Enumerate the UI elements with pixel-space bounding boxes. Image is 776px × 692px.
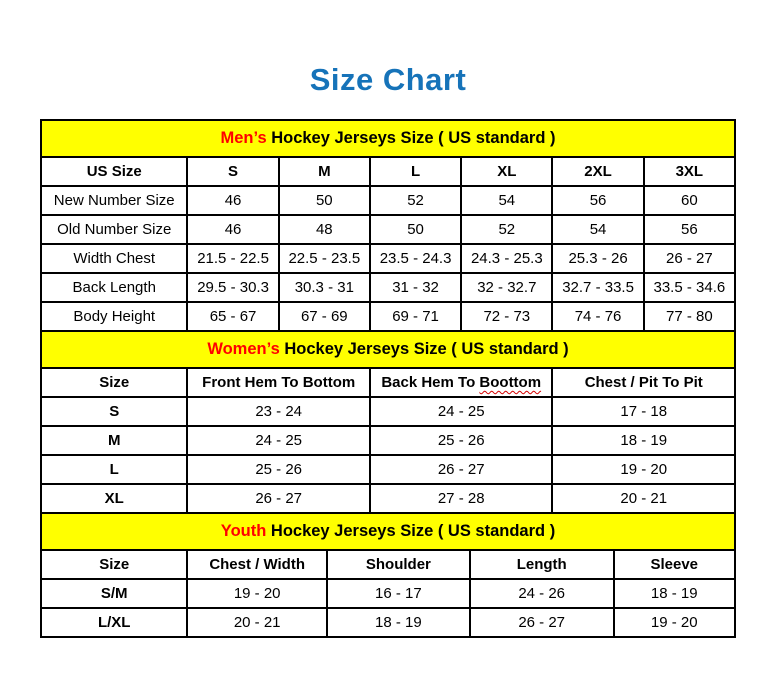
youth-section-band — [41, 513, 735, 550]
size-cell: 18 - 19 — [614, 579, 735, 608]
size-cell: 19 - 20 — [187, 579, 326, 608]
page-title: Size Chart — [309, 62, 467, 97]
size-cell: 46 — [187, 186, 278, 215]
column-header: Size — [41, 368, 187, 397]
size-cell: 25 - 26 — [187, 455, 370, 484]
column-header — [370, 368, 553, 397]
size-cell: 29.5 - 30.3 — [187, 273, 278, 302]
column-header: 3XL — [644, 157, 735, 186]
size-cell: 26 - 27 — [644, 244, 735, 273]
table-row — [41, 273, 735, 302]
size-cell: 54 — [552, 215, 643, 244]
mens-section-title — [41, 120, 735, 157]
womens-size-table — [40, 330, 736, 514]
size-cell: 65 - 67 — [187, 302, 278, 331]
column-header: US Size — [41, 157, 187, 186]
size-cell: 54 — [461, 186, 552, 215]
column-header: Chest / Pit To Pit — [552, 368, 735, 397]
size-cell: 19 - 20 — [614, 608, 735, 637]
size-cell: 20 - 21 — [187, 608, 326, 637]
table-row — [41, 244, 735, 273]
size-cell: 56 — [552, 186, 643, 215]
size-cell: 31 - 32 — [370, 273, 461, 302]
size-cell: 30.3 - 31 — [279, 273, 370, 302]
table-row — [41, 426, 735, 455]
size-cell: 16 - 17 — [327, 579, 470, 608]
column-header: Chest / Width — [187, 550, 326, 579]
womens-section-title-rest: Hockey Jerseys Size ( US standard ) — [279, 340, 569, 358]
youth-column-header-row — [41, 550, 735, 579]
size-cell: 52 — [461, 215, 552, 244]
size-cell: 67 - 69 — [279, 302, 370, 331]
row-label: Old Number Size — [41, 215, 187, 244]
size-chart-tables — [40, 119, 736, 638]
column-header: Size — [41, 550, 187, 579]
mens-section-band — [41, 120, 735, 157]
size-cell: 33.5 - 34.6 — [644, 273, 735, 302]
row-label: Width Chest — [41, 244, 187, 273]
table-row — [41, 302, 735, 331]
size-cell: 50 — [370, 215, 461, 244]
row-label: Body Height — [41, 302, 187, 331]
row-label: XL — [41, 484, 187, 513]
row-label: M — [41, 426, 187, 455]
size-cell: 26 - 27 — [370, 455, 553, 484]
row-label: New Number Size — [41, 186, 187, 215]
size-cell: 56 — [644, 215, 735, 244]
youth-section-title-highlight: Youth — [220, 522, 267, 540]
size-cell: 18 - 19 — [327, 608, 470, 637]
column-header: M — [279, 157, 370, 186]
womens-column-header-row — [41, 368, 735, 397]
column-header: Sleeve — [614, 550, 735, 579]
row-label: L/XL — [41, 608, 187, 637]
table-row — [41, 484, 735, 513]
womens-section-title — [41, 331, 735, 368]
youth-size-table — [40, 512, 736, 638]
mens-column-header-row — [41, 157, 735, 186]
size-cell: 21.5 - 22.5 — [187, 244, 278, 273]
size-cell: 24 - 25 — [370, 397, 553, 426]
size-cell: 77 - 80 — [644, 302, 735, 331]
size-cell: 24 - 25 — [187, 426, 370, 455]
youth-section-title-rest: Hockey Jerseys Size ( US standard ) — [266, 522, 556, 540]
size-cell: 72 - 73 — [461, 302, 552, 331]
size-cell: 25 - 26 — [370, 426, 553, 455]
size-cell: 26 - 27 — [187, 484, 370, 513]
size-cell: 48 — [279, 215, 370, 244]
row-label: Back Length — [41, 273, 187, 302]
column-header: Front Hem To Bottom — [187, 368, 370, 397]
mens-section-title-highlight: Men’s — [220, 129, 267, 147]
size-cell: 20 - 21 — [552, 484, 735, 513]
table-row — [41, 455, 735, 484]
column-header: XL — [461, 157, 552, 186]
misspelled-word: Boottom — [479, 374, 542, 391]
size-cell: 23 - 24 — [187, 397, 370, 426]
table-row — [41, 186, 735, 215]
size-cell: 32.7 - 33.5 — [552, 273, 643, 302]
size-cell: 17 - 18 — [552, 397, 735, 426]
size-cell: 24.3 - 25.3 — [461, 244, 552, 273]
size-cell: 69 - 71 — [370, 302, 461, 331]
size-cell: 50 — [279, 186, 370, 215]
size-cell: 46 — [187, 215, 278, 244]
column-header: Length — [470, 550, 614, 579]
size-cell: 74 - 76 — [552, 302, 643, 331]
column-header: 2XL — [552, 157, 643, 186]
mens-section-title-rest: Hockey Jerseys Size ( US standard ) — [266, 129, 556, 147]
size-cell: 32 - 32.7 — [461, 273, 552, 302]
column-header-text: Back Hem To — [381, 374, 480, 391]
table-row — [41, 579, 735, 608]
size-cell: 22.5 - 23.5 — [279, 244, 370, 273]
womens-section-title-highlight: Women’s — [207, 340, 280, 358]
column-header: S — [187, 157, 278, 186]
column-header: Shoulder — [327, 550, 470, 579]
size-cell: 18 - 19 — [552, 426, 735, 455]
size-cell: 23.5 - 24.3 — [370, 244, 461, 273]
size-cell: 26 - 27 — [470, 608, 614, 637]
column-header: L — [370, 157, 461, 186]
size-cell: 60 — [644, 186, 735, 215]
row-label: S — [41, 397, 187, 426]
size-cell: 27 - 28 — [370, 484, 553, 513]
mens-size-table — [40, 119, 736, 332]
table-row — [41, 397, 735, 426]
youth-section-title — [41, 513, 735, 550]
size-cell: 19 - 20 — [552, 455, 735, 484]
row-label: S/M — [41, 579, 187, 608]
size-cell: 25.3 - 26 — [552, 244, 643, 273]
size-cell: 52 — [370, 186, 461, 215]
table-row — [41, 608, 735, 637]
size-cell: 24 - 26 — [470, 579, 614, 608]
table-row — [41, 215, 735, 244]
row-label: L — [41, 455, 187, 484]
womens-section-band — [41, 331, 735, 368]
